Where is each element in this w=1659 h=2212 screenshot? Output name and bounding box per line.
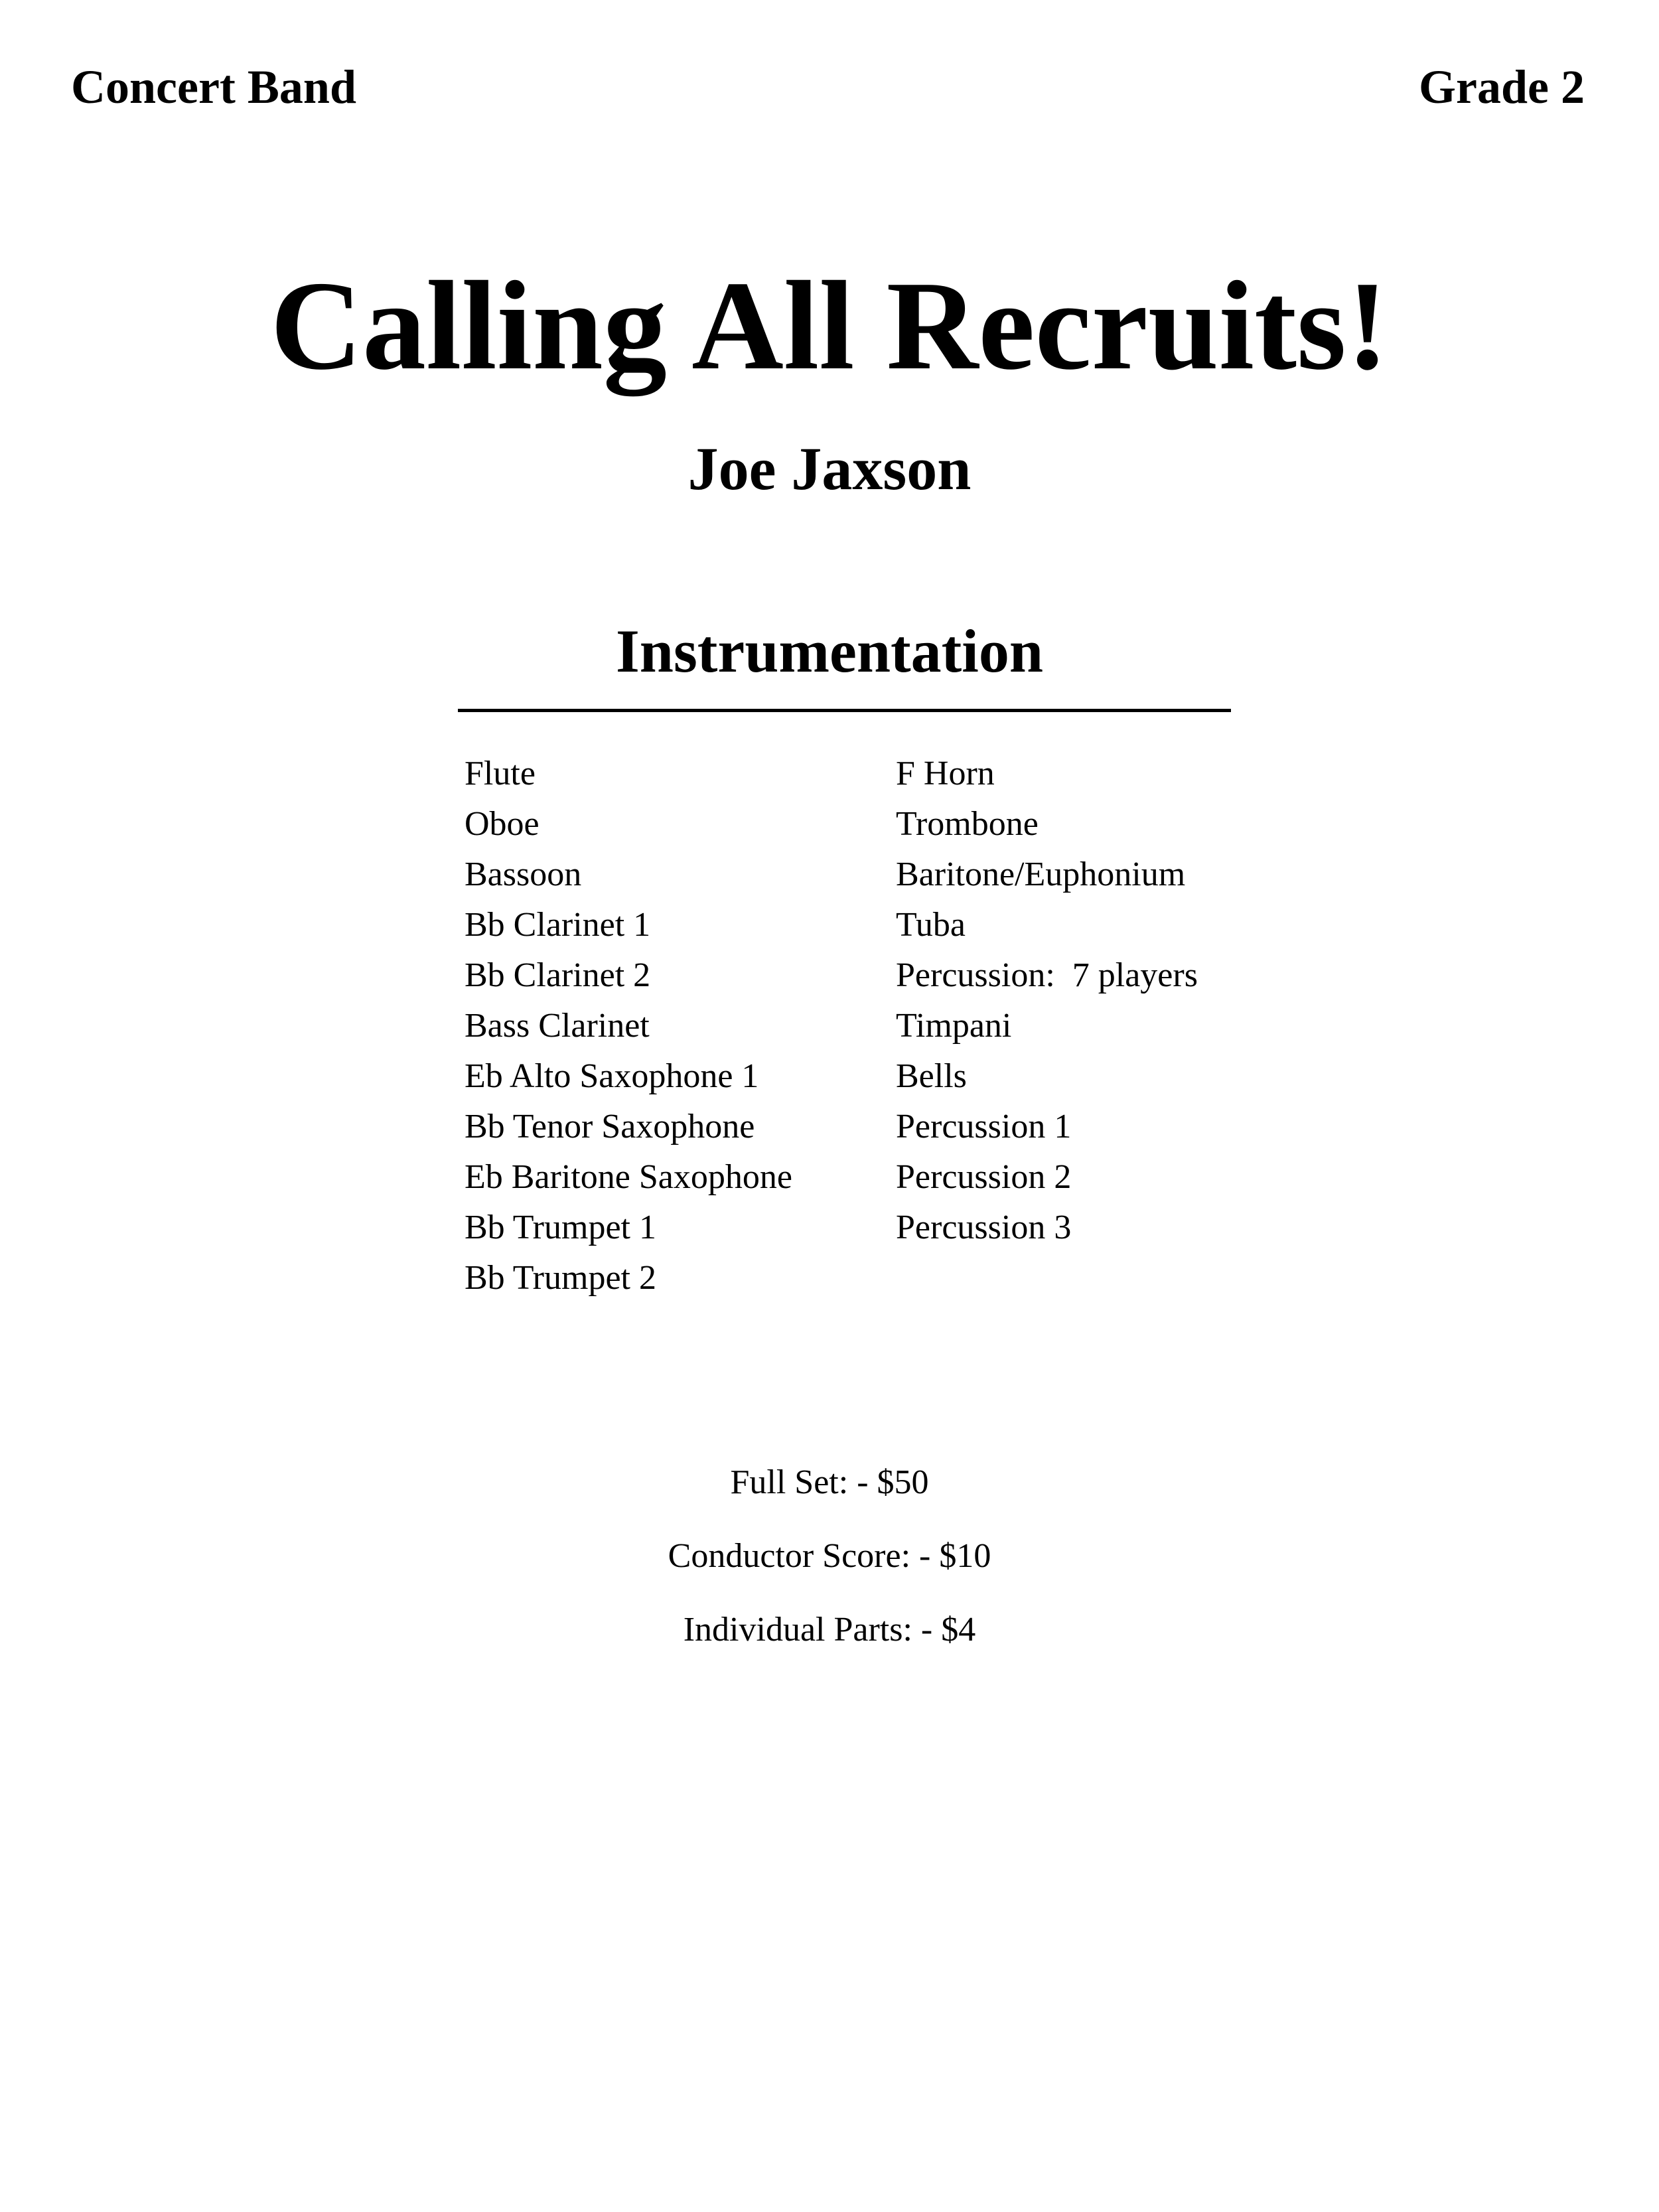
instrument-item: Bb Clarinet 2	[465, 956, 651, 994]
instrument-item: Bb Trumpet 1	[465, 1209, 656, 1246]
instrument-list-left	[465, 749, 792, 1303]
instrument-item: Percussion 3	[896, 1209, 1072, 1246]
instrument-item: Bb Tenor Saxophone	[465, 1108, 755, 1145]
grade-label: Grade 2	[1419, 60, 1585, 113]
instrument-item: Bells	[896, 1057, 967, 1095]
instrument-item: Flute	[465, 755, 536, 792]
instrument-item: Timpani	[896, 1007, 1012, 1045]
instrument-item: Percussion 1	[896, 1108, 1072, 1145]
instrument-item: Baritone/Euphonium	[896, 855, 1186, 893]
instrument-item: Eb Baritone Saxophone	[465, 1158, 792, 1196]
heading-divider	[458, 709, 1231, 712]
composer-name: Joe Jaxson	[687, 435, 972, 502]
pricing-block	[0, 1465, 1659, 1686]
instrument-item: Bb Trumpet 2	[465, 1259, 656, 1297]
instrument-item: Oboe	[465, 805, 540, 843]
instrument-item: Trombone	[896, 805, 1039, 843]
instrument-list-right	[896, 749, 1198, 1253]
instrument-item: Eb Alto Saxophone 1	[465, 1057, 759, 1095]
instrument-item: Percussion: 7 players	[896, 956, 1198, 994]
individual-parts-price: Individual Parts: - $4	[683, 1611, 976, 1649]
ensemble-label: Concert Band	[71, 60, 356, 113]
piece-title: Calling All Recruits!	[270, 255, 1389, 396]
instrument-item: Percussion 2	[896, 1158, 1072, 1196]
instrument-item: Bass Clarinet	[465, 1007, 650, 1045]
conductor-score-price: Conductor Score: - $10	[668, 1537, 991, 1575]
instrument-item: Tuba	[896, 906, 966, 944]
instrument-item: Bassoon	[465, 855, 582, 893]
instrument-item: Bb Clarinet 1	[465, 906, 651, 944]
instrumentation-heading: Instrumentation	[615, 617, 1044, 685]
instrument-item: F Horn	[896, 755, 995, 792]
full-set-price: Full Set: - $50	[730, 1463, 929, 1501]
